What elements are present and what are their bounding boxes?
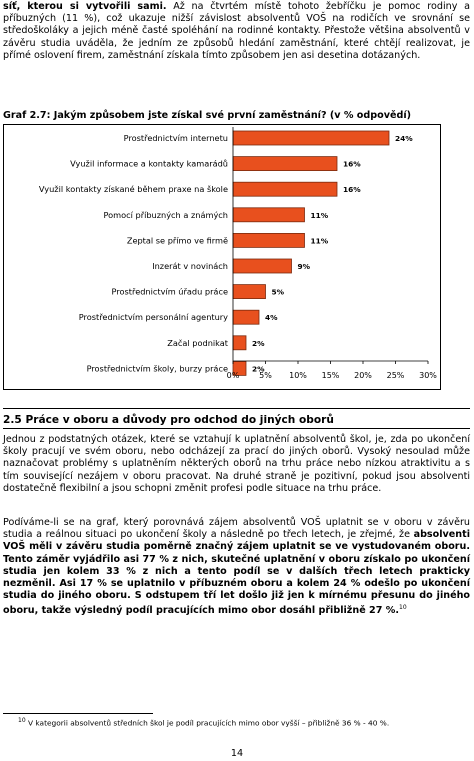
figure-caption: Graf 2.7: Jakým způsobem jste získal své první zaměstnání? (v % odpovědí) <box>3 110 412 121</box>
category-label-6: Prostřednictvím úřadu práce <box>111 286 228 297</box>
value-label-7: 4% <box>265 313 278 323</box>
paragraph-work-in-field: Jednou z podstatných otázek, které se vztahují k uplatnění absolventů škol, je, zda po ukončení školy pracují ve svém oboru, nebo odcházejí za prací do jiných oborů. Vysoký nesoulad může naznačovat problémy s uplatněním některých oborů na trhu práce nebo nízkou atraktivitu a s tím související nezájem v oboru pracovat. Na druhé straně je pozitivní, pokud jsou absolventi dostatečně flexibilní a jsou schopni změnit profesi podle situace na trhu práce. <box>3 434 470 494</box>
bar-3 <box>233 208 305 222</box>
bar-7 <box>233 310 259 324</box>
paragraph-graph-comparison <box>3 517 470 618</box>
footnote-divider <box>3 713 153 714</box>
x-tick-label-0: 0% <box>226 371 240 380</box>
x-tick-label-6: 30% <box>419 371 437 380</box>
bar-2 <box>233 182 337 196</box>
bar-1 <box>233 157 337 171</box>
bar-chart <box>4 125 440 389</box>
value-label-0: 24% <box>395 134 413 143</box>
footnote-text: V kategorii absolventů středních škol je podíl pracujících mimo obor vyšší – přibližně 36 % - 40 %. <box>25 718 390 728</box>
value-label-4: 11% <box>310 236 329 246</box>
value-label-8: 2% <box>252 338 265 348</box>
chart-frame <box>3 124 441 390</box>
value-label-2: 16% <box>343 185 361 195</box>
value-label-1: 16% <box>343 159 361 169</box>
page-number: 14 <box>230 748 244 759</box>
section-heading: 2.5 Práce v oboru a důvody pro odchod do jiných oborů <box>3 414 334 426</box>
value-label-5: 9% <box>297 262 311 271</box>
bar-0 <box>233 131 389 145</box>
value-label-6: 5% <box>271 287 285 297</box>
footnote-mark: 10 <box>18 717 26 724</box>
footnote <box>18 717 389 727</box>
x-tick-label-2: 10% <box>289 371 307 380</box>
category-label-9: Prostřednictvím školy, burzy práce <box>86 363 228 374</box>
paragraph-graph-bold: absolventi VOŠ měli v závěru studia poměrně značný zájem uplatnit se ve vystudovaném oboru. Tento záměr vyjádřilo asi 77 % z nich, skutečné uplatnění v oboru získalo po ukončení studia jen kolem 33 % z nich a tento podíl se v dalších třech letech prakticky nezměnil. Asi 17 % se uplatnilo v příbuzném oboru a kolem 24 % odešlo po ukončení studia do jiného oboru. S odstupem tří let došlo již jen k mírnému přesunu do jiného oboru, takže výsledný podíl pracujících mimo obor dosáhl přibližně 27 %. <box>3 529 470 617</box>
value-label-3: 11% <box>310 210 329 220</box>
section-top-rule <box>3 408 470 409</box>
x-tick-label-3: 15% <box>321 371 340 380</box>
intro-bold-lead: síť, kterou si vytvořili sami. <box>3 1 167 12</box>
category-label-2: Využil kontakty získané během praxe na škole <box>38 184 228 195</box>
bar-4 <box>233 233 305 247</box>
category-label-0: Prostřednictvím internetu <box>123 133 228 143</box>
x-tick-label-4: 20% <box>354 371 372 380</box>
paragraph-graph-plain: Podíváme-li se na graf, který porovnává zájem absolventů VOŠ uplatnit se v oboru v závěru studia a reálnou situaci po ukončení školy a následně po třech letech, je zřejmé, že <box>3 517 470 541</box>
category-label-8: Začal podnikat <box>167 337 228 348</box>
bar-6 <box>233 285 266 299</box>
x-tick-label-5: 25% <box>386 371 405 380</box>
x-tick-label-1: 5% <box>259 371 272 380</box>
intro-text: Až na čtvrtém místě tohoto žebříčku je pomoc rodiny a příbuzných (11 %), což ukazuje nižší závislost absolventů VOŠ na rodičích ve srovnání se středoškoláky a jejich méně časté spoléhání na rodinné kontakty. Přestože většina absolventů v závěru studia uváděla, že jedním ze způsobů hledání zaměstnání, které chtějí realizovat, je přímé oslovení firem, zaměstnání získala tímto způsobem jen asi desetina dotázaných. <box>3 1 470 61</box>
category-label-7: Prostřednictvím personální agentury <box>78 312 228 323</box>
category-label-3: Pomocí příbuzných a známých <box>103 209 228 220</box>
category-label-1: Využil informace a kontakty kamarádů <box>70 158 228 169</box>
bar-5 <box>233 259 292 273</box>
footnote-reference: 10 <box>399 604 407 612</box>
bar-8 <box>233 336 246 350</box>
category-label-5: Inzerát v novinách <box>152 261 228 271</box>
value-label-9: 2% <box>252 364 265 374</box>
section-bottom-rule <box>3 428 470 429</box>
category-label-4: Zeptal se přímo ve firmě <box>126 235 228 246</box>
intro-paragraph <box>3 1 470 62</box>
